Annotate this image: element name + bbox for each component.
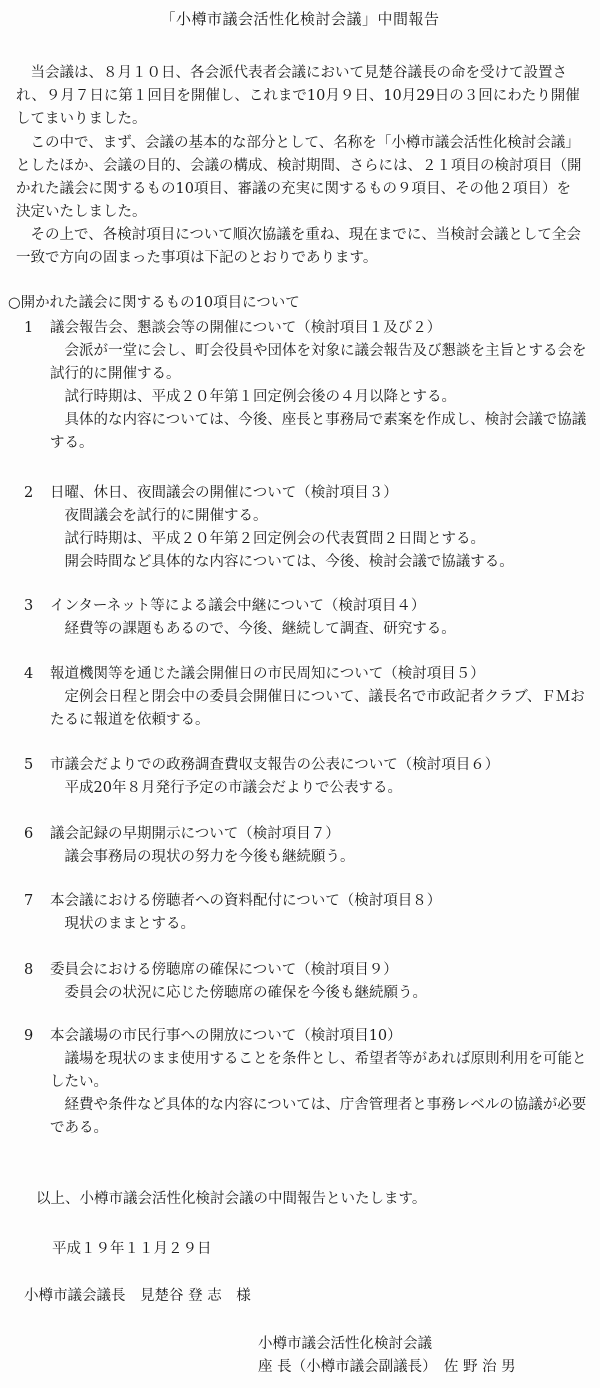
item-number: 1 — [24, 320, 34, 336]
item-text: 平成20年８月発行予定の市議会だよりで公表する。 — [64, 780, 402, 796]
report-item-1 — [24, 317, 590, 455]
addressee: 小樽市議会議長 見楚谷 登 志 様 — [24, 1288, 251, 1304]
item-body — [24, 618, 590, 641]
item-heading — [24, 595, 590, 618]
item-title: 本会議場の市民行事への開放について（検討項目10） — [50, 1028, 402, 1044]
item-heading — [24, 663, 590, 686]
item-heading — [24, 823, 590, 846]
intro-paragraph-2: この中で、まず、会議の基本的な部分として、名称を「小樽市議会活性化検討会議」としたほか、会議の目的、会議の構成、検討期間、さらには、２１項目の検討項目（開かれた議会に関するもの10項目、審議の充実に関するもの９項目、その他２項目）を決定いたしました。 — [16, 135, 582, 220]
report-item-5 — [24, 754, 590, 800]
report-item-4 — [24, 663, 590, 732]
item-body — [24, 913, 590, 936]
item-number: 7 — [24, 893, 34, 909]
item-text: 試行時期は、平成２０年第２回定例会の代表質問２日間とする。 — [64, 531, 485, 547]
item-text: 定例会日程と閉会中の委員会開催日について、議長名で市政記者クラブ、ＦＭおたるに報道を依頼する。 — [50, 689, 585, 728]
sender-organization: 小樽市議会活性化検討会議 — [258, 1336, 432, 1352]
item-title: インターネット等による議会中継について（検討項目４） — [50, 598, 426, 614]
item-number: 4 — [24, 666, 34, 682]
report-item-9 — [24, 1025, 590, 1140]
section-heading: ○開かれた議会に関するもの10項目について — [8, 295, 300, 311]
report-item-8 — [24, 959, 590, 1005]
item-number: 2 — [24, 485, 34, 501]
item-title: 日曜、休日、夜間議会の開催について（検討項目３） — [50, 485, 398, 501]
item-heading — [24, 317, 590, 340]
item-text: 議会事務局の現状の努力を今後も継続願う。 — [64, 849, 355, 865]
item-number: 5 — [24, 757, 34, 773]
item-title: 本会議における傍聴者への資料配付について（検討項目８） — [50, 893, 442, 909]
item-body — [24, 777, 590, 800]
item-text: 開会時間など具体的な内容については、今後、検討会議で協議する。 — [64, 554, 514, 570]
item-text: 会派が一堂に会し、町会役員や団体を対象に議会報告及び懇談を主旨とする会を試行的に開催する。 — [50, 343, 587, 382]
intro-paragraph-1: 当会議は、８月１０日、各会派代表者会議において見楚谷議長の命を受けて設置され、９月７日に第１回目を開催し、これまで10月９日、10月29日の３回にわたり開催してまいりました。 — [16, 65, 580, 127]
item-text: 夜間議会を試行的に開催する。 — [64, 508, 268, 524]
item-number: 3 — [24, 598, 34, 614]
item-heading — [24, 890, 590, 913]
item-number: 6 — [24, 826, 34, 842]
item-text: 試行時期は、平成２０年第１回定例会後の４月以降とする。 — [64, 389, 456, 405]
item-title: 議会報告会、懇談会等の開催について（検討項目１及び２） — [50, 320, 442, 336]
item-body — [24, 686, 590, 732]
item-body — [24, 505, 590, 574]
item-text: 委員会の状況に応じた傍聴席の確保を今後も継続願う。 — [64, 985, 427, 1001]
closing-statement: 以上、小樽市議会活性化検討会議の中間報告といたします。 — [36, 1191, 427, 1207]
item-text: 議場を現状のまま使用することを条件とし、希望者等があれば原則利用を可能としたい。 — [50, 1051, 587, 1090]
item-title: 議会記録の早期開示について（検討項目７） — [50, 826, 340, 842]
report-item-2 — [24, 482, 590, 574]
item-text: 経費等の課題もあるので、今後、継続して調査、研究する。 — [64, 621, 456, 637]
report-item-7 — [24, 890, 590, 936]
item-number: 8 — [24, 962, 34, 978]
item-title: 委員会における傍聴席の確保について（検討項目９） — [50, 962, 398, 978]
item-heading — [24, 959, 590, 982]
item-body — [24, 982, 590, 1005]
intro-paragraph-3: その上で、各検討項目について順次協議を重ね、現在までに、当検討会議として全会一致で方向の固まった事項は下記のとおりであります。 — [16, 227, 581, 266]
item-heading — [24, 754, 590, 777]
sender-name: 座 長（小樽市議会副議長） 佐 野 治 男 — [258, 1359, 516, 1375]
item-body — [24, 846, 590, 869]
item-text: 経費や条件など具体的な内容については、庁舎管理者と事務レベルの協議が必要である。 — [50, 1097, 587, 1136]
report-date: 平成１９年１１月２９日 — [52, 1241, 212, 1257]
item-heading — [24, 482, 590, 505]
item-number: 9 — [24, 1028, 34, 1044]
document-title: 「小樽市議会活性化検討会議」中間報告 — [160, 10, 440, 28]
item-text: 現状のままとする。 — [64, 916, 195, 932]
item-body — [24, 340, 590, 455]
report-item-3 — [24, 595, 590, 641]
item-body — [24, 1048, 590, 1140]
item-title: 市議会だよりでの政務調査費収支報告の公表について（検討項目６） — [50, 757, 500, 773]
report-item-6 — [24, 823, 590, 869]
item-title: 報道機関等を通じた議会開催日の市民周知について（検討項目５） — [50, 666, 485, 682]
item-text: 具体的な内容については、今後、座長と事務局で素案を作成し、検討会議で協議する。 — [50, 412, 587, 451]
item-heading — [24, 1025, 590, 1048]
